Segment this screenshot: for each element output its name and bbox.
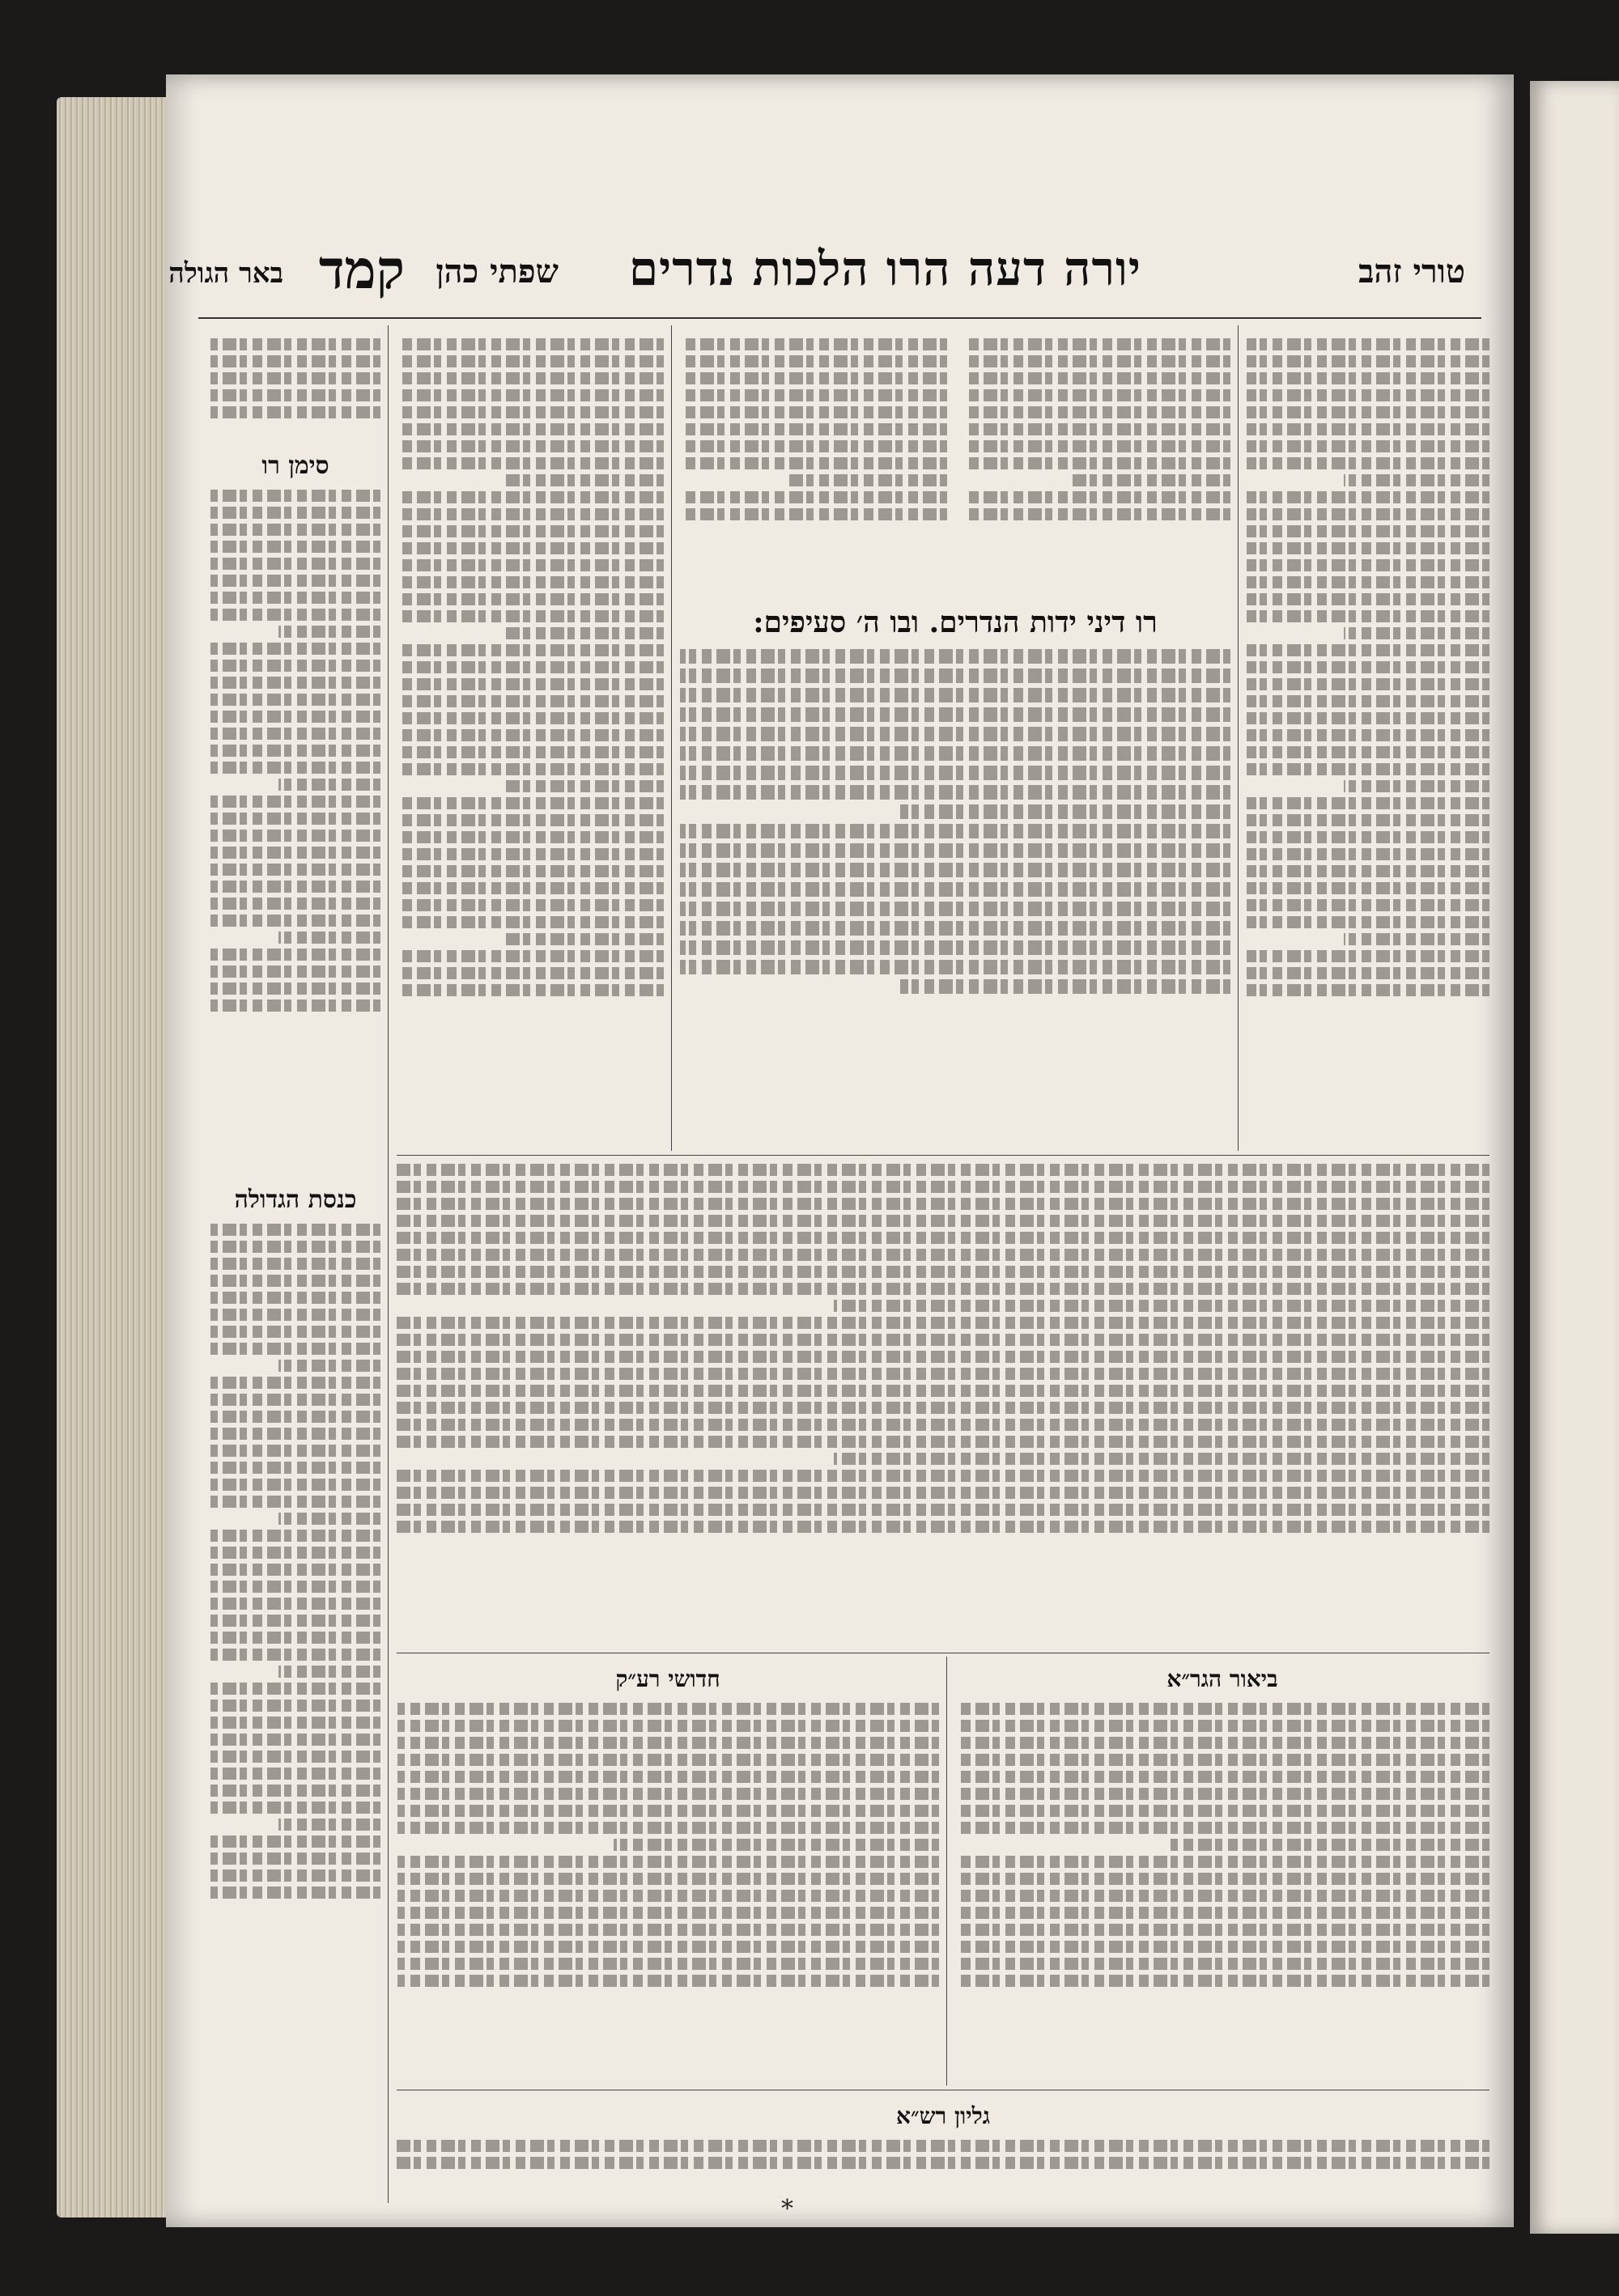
print-texture-line — [1344, 780, 1489, 792]
print-texture-line — [955, 1788, 1489, 1800]
print-texture-line — [1247, 440, 1489, 452]
section-rule — [397, 1155, 1489, 1156]
print-texture-line — [397, 661, 664, 673]
print-texture-line — [397, 1402, 1489, 1414]
print-texture-line — [210, 660, 380, 672]
print-texture-line — [504, 780, 664, 792]
knesset-hagedolah-label: כנסת הגדולה — [234, 1186, 357, 1214]
print-texture-line — [963, 440, 1230, 452]
print-texture-line — [397, 746, 664, 758]
print-texture-line — [397, 389, 664, 401]
print-texture-line — [210, 915, 380, 927]
print-texture-line — [210, 1530, 380, 1542]
print-texture-line — [614, 1839, 939, 1851]
print-texture-line — [210, 881, 380, 893]
print-texture-line — [680, 688, 1230, 702]
print-texture-line — [210, 1479, 380, 1491]
print-texture-line — [397, 1249, 1489, 1261]
print-texture-line — [210, 406, 380, 418]
print-texture-line — [397, 406, 664, 418]
print-texture-line — [397, 1720, 939, 1732]
print-texture-line — [1247, 423, 1489, 435]
print-texture-line — [1247, 644, 1489, 656]
print-texture-line — [397, 1521, 1489, 1533]
print-texture-line — [210, 1853, 380, 1865]
print-texture-line — [1247, 576, 1489, 588]
print-texture-line — [397, 1856, 939, 1868]
print-texture-line — [210, 643, 380, 655]
print-texture-line — [963, 338, 1230, 350]
print-texture-line — [504, 474, 664, 486]
print-texture-line — [1247, 882, 1489, 894]
print-texture-line — [680, 902, 1230, 916]
print-texture-line — [397, 831, 664, 843]
print-texture-line — [210, 1547, 380, 1559]
print-texture-line — [397, 1419, 1489, 1431]
print-texture-line — [210, 813, 380, 825]
print-texture-line — [1247, 729, 1489, 741]
print-texture-line — [1247, 372, 1489, 384]
print-texture-line — [210, 524, 380, 536]
print-texture-line — [210, 1683, 380, 1695]
beer-hagolah-notes — [210, 485, 380, 1181]
print-texture-line — [210, 1411, 380, 1423]
print-texture-line — [210, 372, 380, 384]
print-texture-line — [210, 507, 380, 519]
print-texture-line — [955, 1924, 1489, 1936]
print-texture-line — [1247, 542, 1489, 554]
upper-commentary-left — [680, 333, 947, 592]
print-texture-line — [1247, 610, 1489, 622]
print-texture-line — [397, 1975, 939, 1987]
print-texture-line — [955, 1703, 1489, 1715]
print-texture-line — [210, 728, 380, 740]
print-texture-line — [963, 508, 1230, 520]
print-texture-line — [397, 1283, 1489, 1295]
print-texture-line — [397, 491, 664, 503]
full-width-commentary — [397, 1159, 1489, 1645]
print-texture-line — [1247, 865, 1489, 877]
print-texture-line — [1070, 474, 1230, 486]
print-texture-line — [210, 1258, 380, 1270]
print-texture-line — [397, 1164, 1489, 1176]
print-texture-line — [1169, 1839, 1489, 1851]
print-texture-line — [1247, 763, 1489, 775]
print-texture-line — [210, 1734, 380, 1746]
print-texture-line — [397, 916, 664, 928]
print-texture-line — [210, 1309, 380, 1321]
footer-asterisk: * — [781, 2195, 793, 2223]
print-texture-line — [955, 1805, 1489, 1817]
print-texture-line — [210, 1445, 380, 1457]
print-texture-line — [680, 355, 947, 367]
print-texture-line — [210, 966, 380, 978]
page-number: קמד — [318, 238, 405, 301]
beer-hagolah-text — [210, 333, 380, 447]
gilyon-rsha-block — [397, 2098, 1489, 2195]
print-texture-line — [397, 610, 664, 622]
upper-commentary-right — [963, 333, 1230, 592]
tur-main-text — [680, 644, 1230, 1097]
print-texture-line — [210, 355, 380, 367]
print-texture-line — [210, 745, 380, 757]
print-texture-line — [397, 1924, 939, 1936]
print-texture-line — [680, 882, 1230, 897]
print-texture-line — [210, 1275, 380, 1287]
print-texture-line — [397, 423, 664, 435]
print-texture-line — [397, 865, 664, 877]
print-texture-line — [397, 644, 664, 656]
print-texture-line — [397, 559, 664, 571]
biur-hagra-block — [955, 1661, 1489, 2082]
print-texture-line — [1247, 899, 1489, 911]
print-texture-line — [680, 372, 947, 384]
print-texture-line — [397, 1334, 1489, 1346]
print-texture-line — [680, 457, 947, 469]
print-texture-line — [210, 1343, 380, 1355]
biur-hagra-title: ביאור הגר״א — [1166, 1666, 1278, 1692]
print-texture-line — [210, 830, 380, 842]
print-texture-line — [1344, 474, 1489, 486]
print-texture-line — [397, 2157, 1489, 2169]
print-texture-line — [1247, 797, 1489, 809]
print-texture-line — [210, 1886, 380, 1899]
print-texture-line — [955, 1907, 1489, 1919]
print-texture-line — [1247, 984, 1489, 996]
tur-main-block — [680, 601, 1230, 1135]
print-texture-line — [397, 576, 664, 588]
print-texture-line — [210, 1326, 380, 1338]
print-texture-line — [210, 982, 380, 995]
print-texture-line — [963, 355, 1230, 367]
knesset-hagedolah-text — [210, 1219, 380, 2093]
print-texture-line — [210, 1428, 380, 1440]
print-texture-line — [1247, 746, 1489, 758]
siman-heading: רו דיני ידות הנדרים. ובו ה׳ סעיפים: — [753, 605, 1158, 639]
print-texture-line — [1247, 389, 1489, 401]
print-texture-line — [955, 1771, 1489, 1783]
print-texture-line — [680, 727, 1230, 741]
print-texture-line — [397, 1317, 1489, 1329]
print-texture-line — [963, 457, 1230, 469]
print-texture-line — [834, 1453, 1489, 1465]
print-texture-line — [680, 508, 947, 520]
print-texture-line — [397, 1737, 939, 1749]
print-texture-line — [680, 940, 1230, 955]
print-texture-line — [963, 389, 1230, 401]
biur-hagra-text — [955, 1698, 1489, 2078]
print-texture-line — [834, 1300, 1489, 1312]
print-texture-line — [210, 1649, 380, 1661]
print-texture-line — [1247, 950, 1489, 962]
print-texture-line — [955, 1720, 1489, 1732]
print-texture-line — [680, 440, 947, 452]
print-texture-line — [278, 779, 380, 791]
print-texture-line — [397, 797, 664, 809]
siman-label: סימן רו — [261, 452, 329, 480]
print-texture-line — [210, 1564, 380, 1576]
print-texture-line — [1247, 338, 1489, 350]
print-texture-line — [210, 1802, 380, 1814]
print-texture-line — [210, 1581, 380, 1593]
print-texture-line — [397, 1890, 939, 1902]
print-texture-line — [955, 1941, 1489, 1953]
print-texture-line — [210, 541, 380, 553]
print-texture-line — [210, 592, 380, 604]
print-texture-line — [397, 814, 664, 826]
print-texture-line — [1247, 967, 1489, 979]
header-turei-zahav: טורי זהב — [1358, 253, 1465, 291]
print-texture-line — [955, 1856, 1489, 1868]
column-rule — [671, 325, 672, 1151]
print-texture-line — [1247, 814, 1489, 826]
print-texture-line — [1247, 355, 1489, 367]
print-texture-line — [210, 389, 380, 401]
print-texture-line — [210, 711, 380, 723]
print-texture-line — [397, 1436, 1489, 1448]
print-texture-line — [210, 1717, 380, 1729]
print-texture-line — [1247, 491, 1489, 503]
chidushei-raak-title: חדושי רע״ק — [615, 1666, 720, 1692]
print-texture-line — [210, 898, 380, 910]
print-texture-line — [955, 1975, 1489, 1987]
chidushei-raak-block — [397, 1661, 939, 2082]
column-rule — [388, 325, 389, 2203]
running-header — [168, 172, 1481, 301]
print-texture-line — [210, 338, 380, 350]
print-texture-line — [680, 668, 1230, 683]
shach-column — [397, 333, 664, 1191]
print-texture-line — [397, 848, 664, 860]
print-texture-line — [210, 677, 380, 689]
print-texture-line — [397, 1385, 1489, 1397]
print-texture-line — [397, 967, 664, 979]
print-texture-line — [278, 626, 380, 638]
print-texture-line — [210, 999, 380, 1012]
header-main-title: יורה דעה הרו הלכות נדרים — [628, 241, 1141, 296]
print-texture-line — [397, 1958, 939, 1970]
print-texture-line — [397, 695, 664, 707]
print-texture-line — [397, 508, 664, 520]
print-texture-line — [397, 712, 664, 724]
print-texture-line — [210, 796, 380, 808]
gilyon-rsha-title: גליון רש״א — [896, 2103, 990, 2129]
print-texture-line — [1247, 406, 1489, 418]
print-texture-line — [397, 1907, 939, 1919]
print-texture-line — [397, 542, 664, 554]
print-texture-line — [397, 593, 664, 605]
print-texture-line — [680, 491, 947, 503]
print-texture-line — [955, 1754, 1489, 1766]
print-texture-line — [210, 1292, 380, 1304]
print-texture-line — [397, 525, 664, 537]
chidushei-raak-text — [397, 1698, 939, 2078]
print-texture-line — [397, 1941, 939, 1953]
print-texture-line — [955, 1873, 1489, 1885]
print-texture-line — [397, 729, 664, 741]
print-texture-line — [680, 960, 1230, 974]
print-texture-line — [504, 933, 664, 945]
print-texture-line — [680, 843, 1230, 858]
print-texture-line — [210, 1751, 380, 1763]
turei-zahav-column — [1247, 333, 1489, 1191]
print-texture-line — [397, 1703, 939, 1715]
print-texture-line — [210, 1598, 380, 1610]
print-texture-line — [210, 1241, 380, 1253]
print-texture-line — [955, 1822, 1489, 1834]
print-texture-line — [210, 575, 380, 587]
print-texture-line — [1247, 661, 1489, 673]
print-texture-line — [210, 1700, 380, 1712]
print-texture-line — [210, 1496, 380, 1508]
print-texture-line — [680, 863, 1230, 877]
print-texture-line — [397, 1487, 1489, 1499]
print-texture-line — [680, 406, 947, 418]
print-texture-line — [1247, 457, 1489, 469]
header-shach: שפתי כהן — [436, 253, 559, 291]
print-texture-line — [210, 1836, 380, 1848]
header-beer-hagolah: באר הגולה — [168, 257, 283, 290]
print-texture-line — [278, 1666, 380, 1678]
print-texture-line — [1344, 933, 1489, 945]
print-texture-line — [210, 490, 380, 502]
print-texture-line — [278, 932, 380, 944]
print-texture-line — [397, 457, 664, 469]
print-texture-line — [680, 921, 1230, 936]
header-rule — [198, 317, 1481, 319]
print-texture-line — [397, 1470, 1489, 1482]
print-texture-line — [504, 627, 664, 639]
print-texture-line — [1247, 695, 1489, 707]
print-texture-line — [210, 762, 380, 774]
print-texture-line — [210, 949, 380, 961]
print-texture-line — [680, 649, 1230, 664]
print-texture-line — [210, 1394, 380, 1406]
print-texture-line — [1247, 525, 1489, 537]
print-texture-line — [680, 338, 947, 350]
print-texture-line — [1247, 848, 1489, 860]
print-texture-line — [680, 766, 1230, 780]
print-texture-line — [397, 1771, 939, 1783]
print-texture-line — [963, 491, 1230, 503]
print-texture-line — [680, 746, 1230, 761]
print-texture-line — [680, 785, 1230, 800]
print-texture-line — [1247, 712, 1489, 724]
print-texture-line — [397, 440, 664, 452]
print-texture-line — [397, 984, 664, 996]
print-texture-line — [1247, 678, 1489, 690]
print-texture-line — [397, 678, 664, 690]
print-texture-line — [397, 763, 664, 775]
print-texture-line — [1247, 508, 1489, 520]
print-texture-line — [955, 1890, 1489, 1902]
print-texture-line — [397, 2140, 1489, 2152]
book-page — [166, 74, 1514, 2227]
print-texture-line — [680, 423, 947, 435]
print-texture-line — [397, 1351, 1489, 1363]
print-texture-line — [397, 1873, 939, 1885]
print-texture-line — [397, 1368, 1489, 1380]
column-rule — [1238, 325, 1239, 1151]
print-texture-line — [210, 1632, 380, 1644]
gilyon-rsha-text — [397, 2135, 1489, 2184]
print-texture-line — [397, 372, 664, 384]
print-texture-line — [397, 1822, 939, 1834]
print-texture-line — [397, 1266, 1489, 1278]
print-texture-line — [787, 474, 947, 486]
print-texture-line — [210, 558, 380, 570]
print-texture-line — [210, 694, 380, 706]
print-texture-line — [397, 1215, 1489, 1227]
print-texture-line — [210, 609, 380, 621]
print-texture-line — [900, 979, 1230, 994]
column-rule — [946, 1657, 947, 2086]
print-texture-line — [210, 847, 380, 859]
print-texture-line — [963, 372, 1230, 384]
print-texture-line — [210, 1377, 380, 1389]
print-texture-line — [210, 1869, 380, 1882]
print-texture-line — [210, 1615, 380, 1627]
print-texture-line — [397, 899, 664, 911]
print-texture-line — [397, 1181, 1489, 1193]
print-texture-line — [1247, 916, 1489, 928]
beer-hagolah-column — [210, 333, 380, 2114]
print-texture-line — [1247, 593, 1489, 605]
print-texture-line — [955, 1958, 1489, 1970]
print-texture-line — [397, 1198, 1489, 1210]
print-texture-line — [397, 338, 664, 350]
facing-page-edge — [1530, 81, 1619, 2234]
print-texture-line — [397, 950, 664, 962]
print-texture-line — [278, 1360, 380, 1372]
print-texture-line — [210, 864, 380, 876]
print-texture-line — [397, 1788, 939, 1800]
print-texture-line — [1344, 627, 1489, 639]
print-texture-line — [963, 423, 1230, 435]
print-texture-line — [210, 1462, 380, 1474]
print-texture-line — [680, 389, 947, 401]
print-texture-line — [278, 1513, 380, 1525]
print-texture-line — [1247, 559, 1489, 571]
print-texture-line — [900, 804, 1230, 819]
print-texture-line — [397, 1232, 1489, 1244]
print-texture-line — [955, 1737, 1489, 1749]
print-texture-line — [963, 406, 1230, 418]
print-texture-line — [397, 1754, 939, 1766]
print-texture-line — [680, 707, 1230, 722]
print-texture-line — [680, 824, 1230, 838]
print-texture-line — [397, 355, 664, 367]
print-texture-line — [278, 1819, 380, 1831]
print-texture-line — [397, 1805, 939, 1817]
print-texture-line — [397, 1504, 1489, 1516]
print-texture-line — [210, 1785, 380, 1797]
print-texture-line — [210, 1768, 380, 1780]
print-texture-line — [210, 1224, 380, 1236]
print-texture-line — [397, 882, 664, 894]
print-texture-line — [1247, 831, 1489, 843]
